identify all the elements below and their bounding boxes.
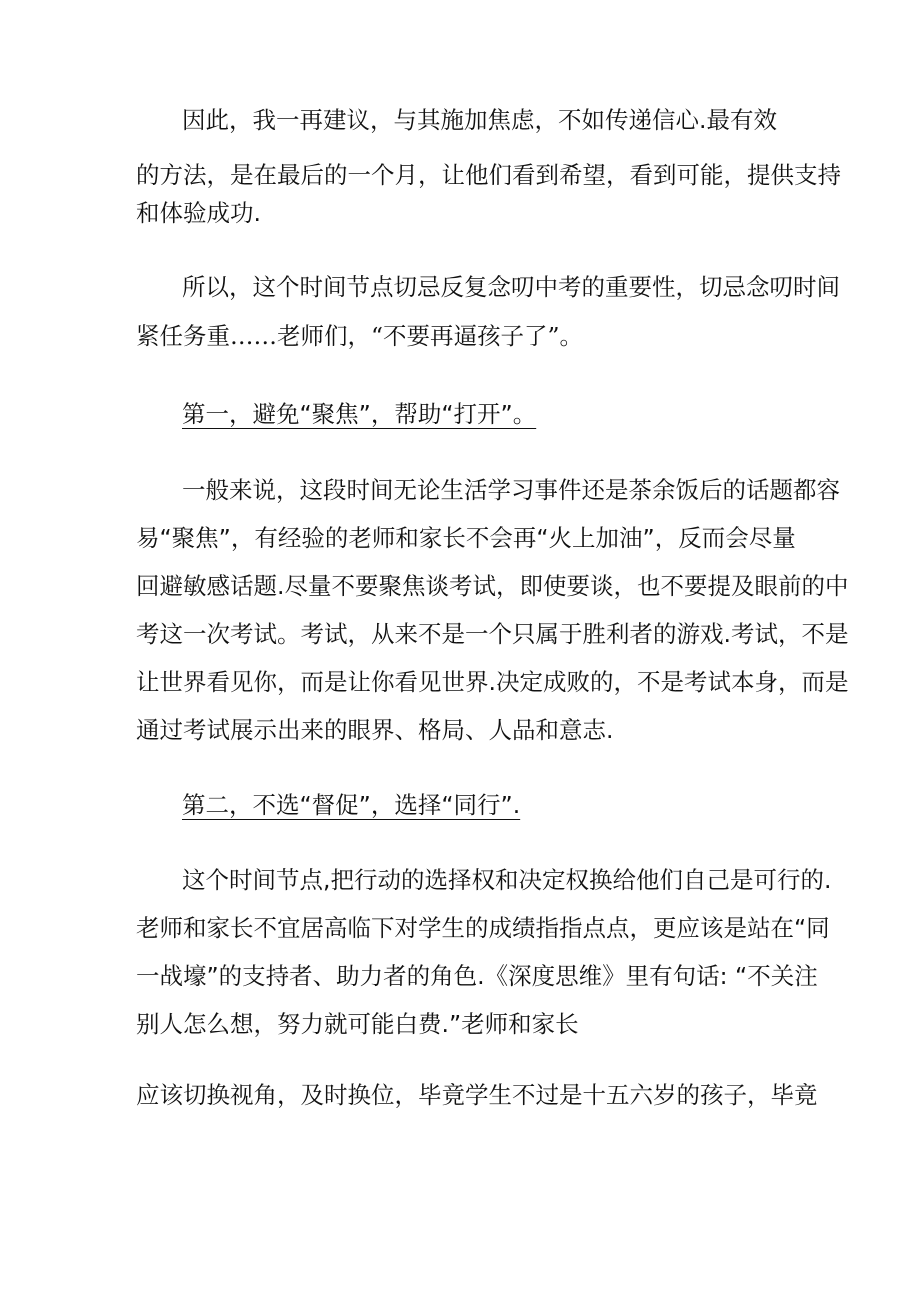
paragraph-5-line-1: 应该切换视角，及时换位，毕竟学生不过是十五六岁的孩子，毕竟 bbox=[136, 1081, 818, 1109]
paragraph-1-line-2: 的方法，是在最后的一个月，让他们看到希望，看到可能，提供支持 bbox=[136, 161, 841, 189]
paragraph-3-line-4: 考这一次考试。考试，从来不是一个只属于胜利者的游戏.考试，不是 bbox=[136, 620, 849, 648]
section-heading-2: 第二，不选“督促”，选择“同行”. bbox=[182, 791, 521, 819]
paragraph-3-line-1: 一般来说，这段时间无论生活学习事件还是茶余饭后的话题都容 bbox=[182, 476, 840, 504]
paragraph-3-line-6: 通过考试展示出来的眼界、格局、人品和意志. bbox=[136, 716, 614, 744]
paragraph-2-line-2: 紧任务重……老师们，“不要再逼孩子了”。 bbox=[136, 322, 584, 350]
paragraph-3-line-5: 让世界看见你，而是让你看见世界.决定成败的，不是考试本身，而是 bbox=[136, 668, 849, 696]
paragraph-1-line-3: 和体验成功. bbox=[136, 199, 261, 227]
paragraph-2-line-1: 所以，这个时间节点切忌反复念叨中考的重要性，切忌念叨时间 bbox=[182, 273, 840, 301]
paragraph-4-line-4-main: 别人怎么想，努力就可能白费.” bbox=[136, 1010, 462, 1038]
paragraph-1-line-1: 因此，我一再建议，与其施加焦虑，不如传递信心.最有效 bbox=[182, 106, 777, 134]
paragraph-3-line-3: 回避敏感话题.尽量不要聚焦谈考试，即使要谈，也不要提及眼前的中 bbox=[136, 572, 849, 600]
paragraph-4-line-3: 一战壕”的支持者、助力者的角色.《深度思维》里有句话: “不关注 bbox=[136, 962, 818, 990]
paragraph-4-line-4 bbox=[136, 1008, 579, 1040]
section-heading-1: 第一，避免“聚焦”，帮助“打开”。 bbox=[182, 400, 537, 428]
paragraph-3-line-2: 易“聚焦”，有经验的老师和家长不会再“火上加油”，反而会尽量 bbox=[136, 524, 796, 552]
paragraph-4-line-1: 这个时间节点,把行动的选择权和决定权换给他们自己是可行的. bbox=[182, 866, 832, 894]
paragraph-4-line-2: 老师和家长不宜居高临下对学生的成绩指指点点，更应该是站在“同 bbox=[136, 914, 830, 942]
paragraph-4-line-4-tail: 老师和家长 bbox=[461, 1010, 579, 1038]
